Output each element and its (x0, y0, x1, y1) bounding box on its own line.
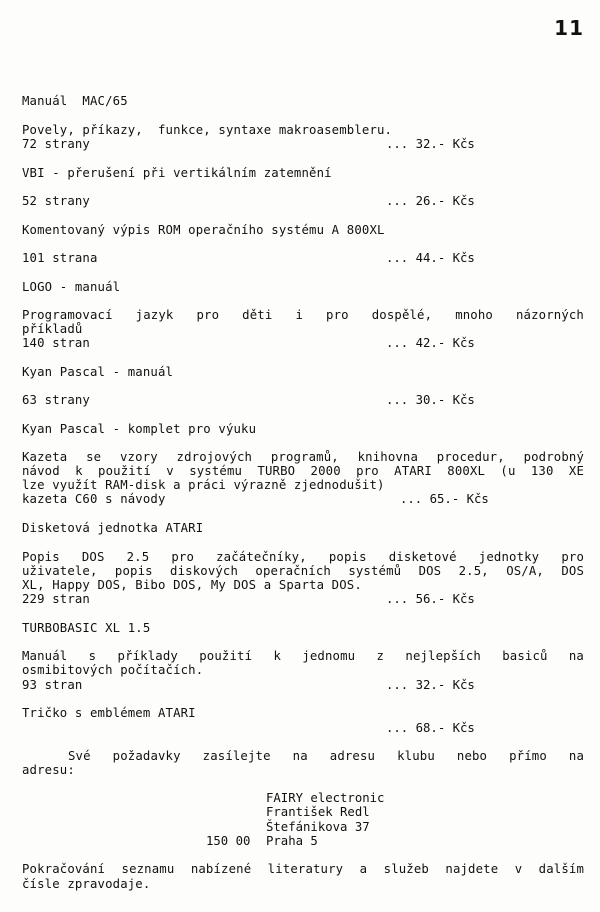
closing-line-2: adresu: (22, 763, 75, 777)
item-disk-title: Disketová jednotka ATARI (22, 521, 204, 535)
item-kyan-kit-title: Kyan Pascal - komplet pro výuku (22, 422, 257, 436)
footer-line-1: Pokračování seznamu nabízené literatury a služeb najdete v dalším (22, 862, 584, 876)
item-rom-price: ... 44.- Kčs (386, 251, 475, 265)
item-mac65-title: Manuál MAC/65 (22, 94, 128, 108)
item-dos-description-1: Popis DOS 2.5 pro začátečníky, popis disketové jednotky pro (22, 550, 584, 564)
item-vbi-price: ... 26.- Kčs (386, 194, 475, 208)
item-logo-pages: 140 stran (22, 336, 90, 350)
item-mac65-price: ... 32.- Kčs (386, 137, 475, 151)
item-logo-description-2: příkladů (22, 322, 83, 336)
item-kyan-pages: 63 strany (22, 393, 90, 407)
item-tshirt-title: Tričko s emblémem ATARI (22, 706, 196, 720)
item-turbobasic-title: TURBOBASIC XL 1.5 (22, 621, 151, 635)
item-kyan-kit-price: ... 65.- Kčs (400, 492, 489, 506)
item-kyan-title: Kyan Pascal - manuál (22, 365, 174, 379)
item-kyan-kit-format: kazeta C60 s návody (22, 492, 166, 506)
item-kyan-kit-description-3: lze využít RAM-disk a práci výrazně zjednodušit) (22, 478, 385, 492)
item-rom-title: Komentovaný výpis ROM operačního systému A 800XL (22, 223, 385, 237)
item-logo-title: LOGO - manuál (22, 280, 121, 294)
page-number: 11 (554, 16, 584, 40)
item-turbobasic-price: ... 32.- Kčs (386, 678, 475, 692)
item-dos-description-2: uživatele, popis diskových operačních systémů DOS 2.5, OS/A, DOS (22, 564, 584, 578)
item-turbobasic-description-1: Manuál s příklady použití k jednomu z nejlepších basiců na (22, 649, 584, 663)
item-rom-pages: 101 strana (22, 251, 98, 265)
closing-line-1: Své požadavky zasílejte na adresu klubu nebo přímo na (68, 749, 584, 763)
item-turbobasic-pages: 93 stran (22, 678, 83, 692)
item-dos-price: ... 56.- Kčs (386, 592, 475, 606)
address-company: FAIRY electronic (266, 791, 385, 805)
address-name: František Redl (266, 805, 370, 819)
footer-line-2: čísle zpravodaje. (22, 877, 151, 891)
item-dos-description-3: XL, Happy DOS, Bibo DOS, My DOS a Sparta DOS. (22, 578, 362, 592)
item-mac65-description: Povely, příkazy, funkce, syntaxe makroasembleru. (22, 123, 393, 137)
item-logo-description-1: Programovací jazyk pro děti i pro dospělé, mnoho názorných (22, 308, 584, 322)
item-kyan-price: ... 30.- Kčs (386, 393, 475, 407)
item-vbi-pages: 52 strany (22, 194, 90, 208)
item-dos-pages: 229 stran (22, 592, 90, 606)
item-logo-price: ... 42.- Kčs (386, 336, 475, 350)
address-street: Štefánikova 37 (266, 820, 370, 834)
address-city: Praha 5 (266, 834, 318, 848)
item-mac65-pages: 72 strany (22, 137, 90, 151)
item-turbobasic-description-2: osmibitových počítačích. (22, 663, 204, 677)
item-kyan-kit-description-1: Kazeta se vzory zdrojových programů, knihovna procedur, podrobný (22, 450, 584, 464)
item-kyan-kit-description-2: návod k použití v systému TURBO 2000 pro ATARI 800XL (u 130 XE (22, 464, 584, 478)
address-zip: 150 00 (206, 834, 251, 848)
item-tshirt-price: ... 68.- Kčs (386, 721, 475, 735)
item-vbi-title: VBI - přerušení při vertikálním zatemnění (22, 166, 332, 180)
